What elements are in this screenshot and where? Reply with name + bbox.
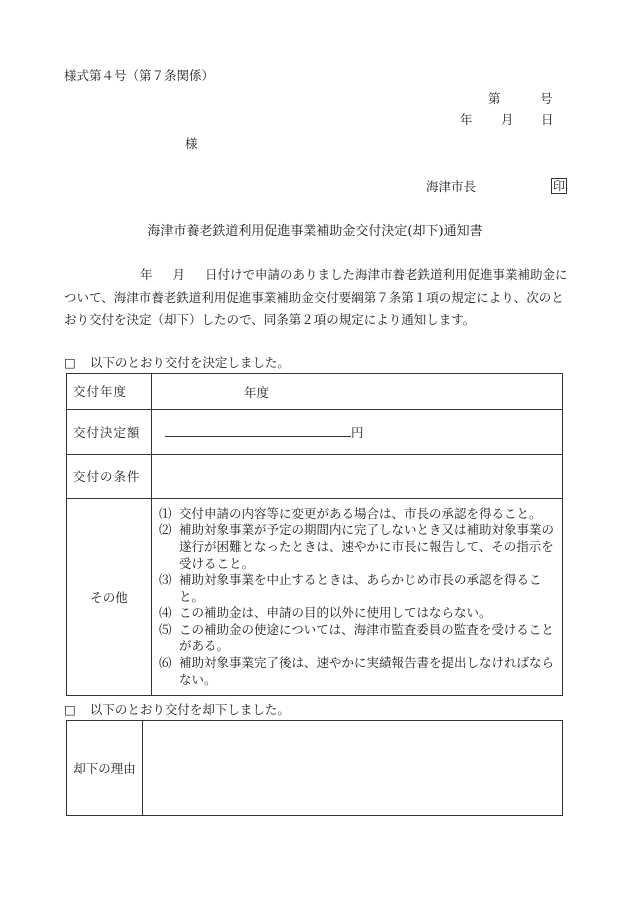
amount-label: 交付決定額 (67, 410, 152, 455)
body-text: 日付けで申請のありました海津市養老鉄道利用促進事業補助金について、海津市養老鉄道利用促進事業補助金交付要綱第７条第１項の規定により、次のとおり交付を決定（却下）したので、同条第２項の規定により通知します。 (64, 267, 568, 328)
approve-checkbox[interactable]: □ (64, 355, 76, 370)
list-item (159, 655, 557, 688)
doc-number-suffix: 号 (540, 91, 553, 106)
reason-label: 却下の理由 (67, 721, 143, 816)
reject-heading-text: 以下のとおり交付を却下しました。 (89, 702, 290, 717)
note-text: 交付申請の内容等に変更がある場合は、市長の承認を得ること。 (179, 505, 542, 521)
form-number: 様式第４号（第７条関係） (64, 68, 215, 83)
year-value[interactable] (152, 374, 563, 410)
body-month: 月 (172, 267, 186, 282)
list-item (159, 622, 557, 655)
other-label: その他 (67, 499, 152, 696)
year-label: 交付年度 (67, 374, 152, 410)
list-item (159, 605, 557, 622)
table-row (67, 410, 563, 455)
list-item (159, 572, 557, 605)
issuer-name: 海津市長 (426, 179, 477, 194)
note-text: この補助金の使途については、海津市監査委員の監査を受けることがある。 (179, 621, 554, 654)
document-title: 海津市養老鉄道利用促進事業補助金交付決定(却下)通知書 (147, 224, 483, 239)
list-item (159, 506, 557, 523)
year-value-text: 年度 (244, 384, 270, 400)
note-number: ⑷ (159, 605, 172, 621)
body-paragraph (64, 264, 568, 332)
note-text: この補助金は、申請の目的以外に使用してはならない。 (179, 605, 492, 621)
doc-number-prefix: 第 (488, 91, 501, 106)
approve-heading (64, 357, 290, 370)
approval-table (66, 373, 563, 696)
note-number: ⑴ (159, 505, 172, 521)
seal-box: 印 (553, 179, 566, 193)
note-text: 補助対象事業完了後は、速やかに実績報告書を提出しなければならない。 (179, 655, 555, 687)
note-text: 補助対象事業を中止するときは、あらかじめ市長の承認を得ること。 (179, 572, 542, 604)
date-year: 年 (460, 112, 473, 127)
note-number: ⑹ (159, 655, 172, 671)
reject-checkbox[interactable]: □ (64, 702, 76, 717)
table-row (67, 721, 563, 816)
note-number: ⑵ (159, 522, 172, 538)
table-row (67, 499, 563, 696)
conditions-list (153, 504, 561, 691)
addressee-suffix: 様 (185, 136, 198, 151)
table-row (67, 455, 563, 499)
rejection-table (66, 720, 563, 816)
approve-heading-text: 以下のとおり交付を決定しました。 (89, 355, 290, 370)
date-month: 月 (501, 112, 514, 127)
reject-heading (64, 704, 290, 717)
amount-blank-line (165, 436, 351, 437)
reason-value[interactable] (143, 721, 563, 816)
note-text: 補助対象事業が予定の期間内に完了しないとき又は補助対象事業の遂行が困難となったときは、速やかに市長に報告して、その指示を受けること。 (179, 522, 555, 571)
other-notes-cell (152, 499, 563, 696)
list-item (159, 522, 557, 572)
body-year: 年 (140, 267, 153, 282)
date-day: 日 (541, 112, 554, 127)
note-number: ⑸ (159, 621, 172, 637)
table-row (67, 374, 563, 410)
amount-value[interactable] (152, 410, 563, 455)
amount-unit: 円 (351, 425, 364, 440)
conditions-value[interactable] (152, 455, 563, 499)
conditions-label: 交付の条件 (67, 455, 152, 499)
note-number: ⑶ (159, 572, 172, 588)
